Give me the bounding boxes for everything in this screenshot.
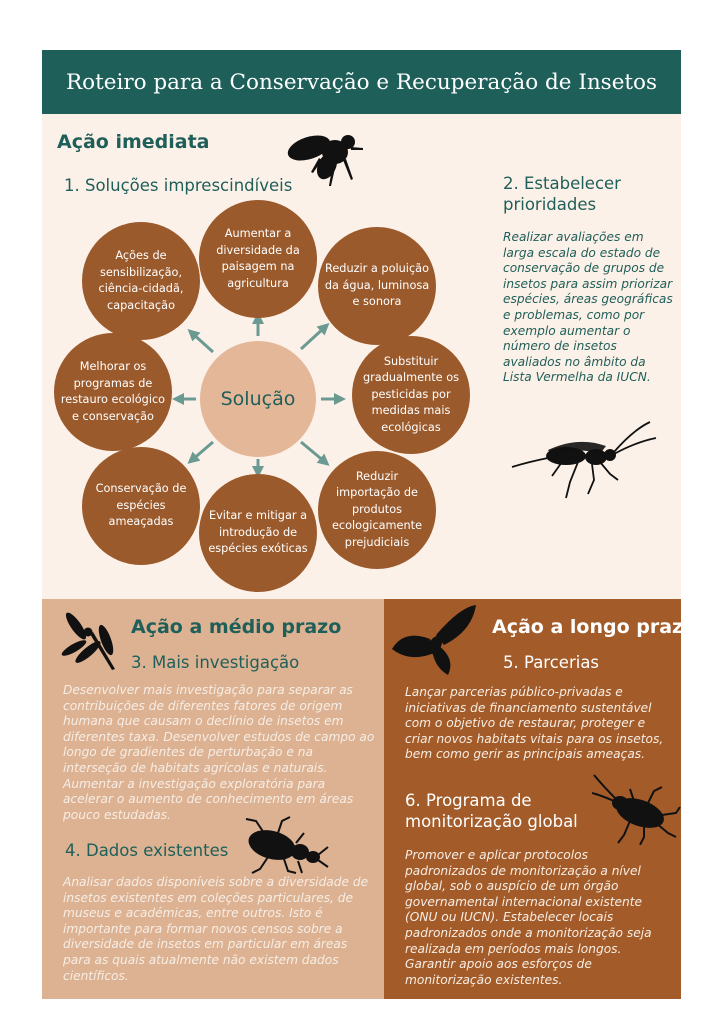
solution-item-pollution: Reduzir a poluição da água, luminosa e sonora [318,227,436,345]
immediate-action-heading: Ação imediata [57,131,210,153]
solution-item-imports: Reduzir importação de produtos ecologicamente prejudiciais [318,451,436,569]
solution-center: Solução [200,341,316,457]
medium-action-heading: Ação a médio prazo [131,616,342,638]
dragonfly-icon [60,608,122,678]
s4-text: Analisar dados disponíveis sobre a diversidade de insetos existentes em coleções particulares, de museus e académicas, entre outros. Isto é importante para formar novos censos sobre a diversidade de insetos em particular em áreas para as quais atualmente não existem dados científicos. [63,875,369,983]
moth-icon [390,603,478,677]
s4-title: 4. Dados existentes [65,841,229,860]
long-action-heading: Ação a longo prazo [492,616,697,638]
arrow-ne [301,327,325,349]
s6-text: Promover e aplicar protocolos padronizados de monitorização a nível global, sob o auspício de um órgão governamental internacional existente (ONU ou IUCN). Estabelecer locais padronizados onde a monitorização seja realizada em períodos mais longos. Garantir apoio aos esforços de monitorização existentes. [405,848,652,987]
s3-text: Desenvolver mais investigação para separar as contribuições de diferentes fatores de origem humana que causam o declínio de insetos em diferentes taxa. Desenvolver estudos de campo ao longo de gradientes de perturbação e na interseção de habitats agrícolas e naturais. Aumentar a investigação exploratória para acelerar o aumento de conhecimento em áreas pouco estudadas. [63,683,375,822]
arrow-sw [192,442,213,460]
s2-text: Realizar avaliações em larga escala do estado de conservação de grupos de insetos para assim priorizar espécies, áreas geográficas e problemas, como por exemplo aumentar o número de insetos avaliados no âmbito da Lista Vermelha da IUCN. [503,230,673,385]
s2-title: 2. Estabelecer prioridades [503,174,621,214]
page-title: Roteiro para a Conservação e Recuperação de Insetos [42,50,681,114]
arrow-se [301,442,325,462]
solution-item-pesticides: Substituir gradualmente os pesticidas por medidas mais ecológicas [352,336,470,454]
beetle-icon [238,815,330,875]
s3-title: 3. Mais investigação [131,653,300,672]
arrow-nw [192,333,213,352]
solution-item-landscape: Aumentar a diversidade da paisagem na agricultura [199,200,317,318]
s5-text: Lançar parcerias público-privadas e iniciativas de financiamento sustentável com o objetivo de restaurar, proteger e criar novos habitats vitais para os insetos, bem como gerir as principais ameaças. [405,685,664,762]
solution-item-exotic-species: Evitar e mitigar a introdução de espécies exóticas [199,474,317,592]
solution-item-restoration: Melhorar os programas de restauro ecológico e conservação [54,333,172,451]
s1-title: 1. Soluções imprescindíveis [64,176,293,195]
s6-title: 6. Programa de monitorização global [405,791,578,831]
solution-item-threatened-species: Conservação de espécies ameaçadas [82,447,200,565]
cockroach-icon [590,773,682,845]
fly-icon [285,122,365,190]
wasp-icon [508,410,658,502]
s5-title: 5. Parcerias [503,653,600,672]
solution-item-awareness: Ações de sensibilização, ciência-cidadã, capacitação [82,222,200,340]
